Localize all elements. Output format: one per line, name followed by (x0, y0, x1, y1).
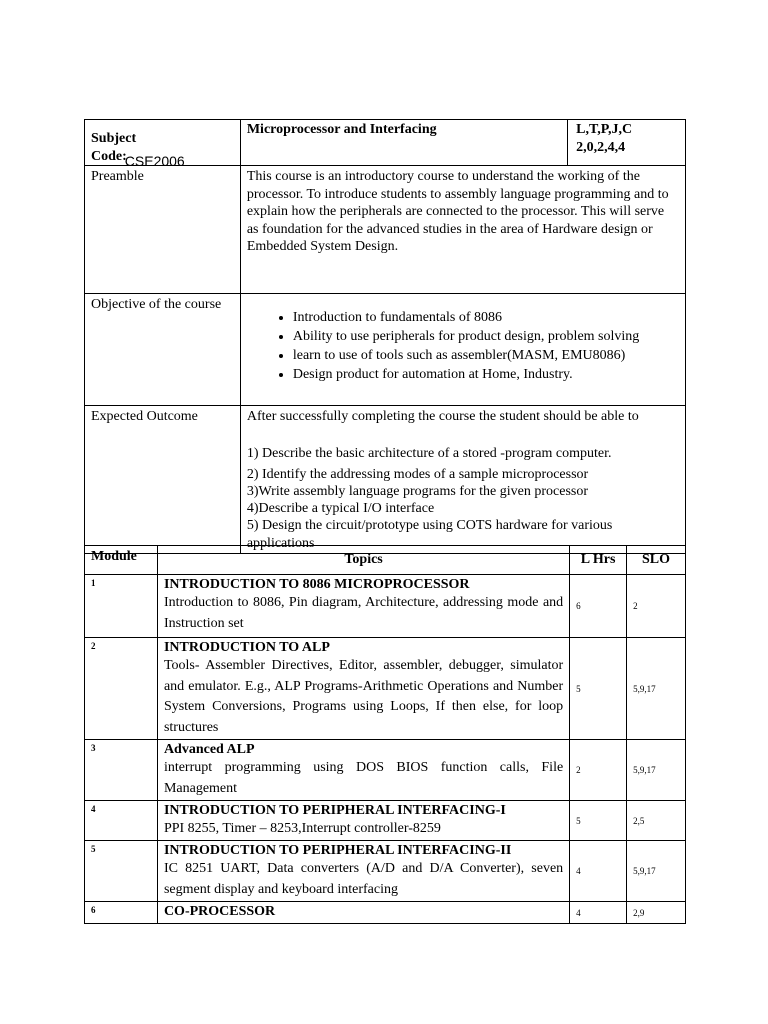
col-header-lhrs: L Hrs (570, 546, 627, 575)
outcome-item: 1) Describe the basic architecture of a stored -program computer. (246, 446, 612, 461)
subject-code-value: CSE2006 (124, 153, 185, 169)
objective-item: • Introduction to fundamentals of 8086 (293, 308, 680, 327)
module-number: 5 (85, 841, 158, 902)
preamble-row (85, 166, 686, 294)
module-row (85, 841, 686, 902)
objective-item: • Ability to use peripherals for product design, problem solving (293, 327, 680, 346)
module-topics-cell (157, 638, 569, 740)
module-row (85, 638, 686, 740)
objective-row (85, 294, 686, 406)
module-row (85, 902, 686, 924)
objective-label: Objective of the course (85, 294, 241, 406)
module-description: IC 8251 UART, Data converters (A/D and D/A Converter), seven segment display and keyboard interfacing (163, 861, 564, 897)
module-number: 6 (85, 902, 158, 924)
outcome-intro: After successfully completing the course the student should be able to (246, 409, 639, 424)
outcome-item: 5) Design the circuit/prototype using COTS hardware for various applications (246, 518, 613, 551)
module-description: interrupt programming using DOS BIOS function calls, File Management (163, 760, 564, 796)
module-slo: 5,9,17 (627, 638, 686, 740)
outcome-item: 2) Identify the addressing modes of a sample microprocessor (246, 467, 589, 482)
module-row (85, 575, 686, 638)
module-description: Tools- Assembler Directives, Editor, assembler, debugger, simulator and emulator. E.g., ALP Programs-Arithmetic Operations and Number System Conversions, Programs using Loops, If then else, for loop structures (163, 658, 564, 735)
outcome-label: Expected Outcome (85, 406, 241, 554)
outcome-item: 4)Describe a typical I/O interface (246, 501, 435, 516)
course-info-table (84, 119, 686, 554)
col-header-topics: Topics (157, 546, 569, 575)
preamble-label: Preamble (85, 166, 241, 294)
subject-code-cell (85, 120, 241, 169)
module-topics-cell (157, 902, 569, 924)
preamble-text: This course is an introductory course to understand the working of the processor. To introduce students to assembly language programming and to explain how the peripherals are connected to the processor. This will serve as foundation for the advanced studies in the area of Hardware design or Embedded System Design. (240, 166, 685, 294)
module-topics-cell (157, 841, 569, 902)
ltpjc-values: 2,0,2,4,4 (576, 139, 626, 155)
module-title: INTRODUCTION TO ALP (163, 640, 330, 655)
outcome-row (85, 406, 686, 554)
outcome-item: 3)Write assembly language programs for the given processor (246, 484, 589, 499)
objective-cell (240, 294, 685, 406)
module-number: 2 (85, 638, 158, 740)
module-title: Advanced ALP (163, 742, 255, 757)
module-number: 3 (85, 740, 158, 801)
module-lhrs: 5 (570, 801, 627, 841)
module-slo: 5,9,17 (627, 740, 686, 801)
module-number: 1 (85, 575, 158, 638)
objective-item: • learn to use of tools such as assembler(MASM, EMU8086) (293, 346, 680, 365)
module-description: Introduction to 8086, Pin diagram, Architecture, addressing mode and Instruction set (163, 595, 564, 631)
module-lhrs: 6 (570, 575, 627, 638)
course-title: Microprocessor and Interfacing (240, 120, 567, 166)
subject-code-label: Subject Code: (91, 131, 137, 164)
module-title: INTRODUCTION TO 8086 MICROPROCESSOR (163, 577, 470, 592)
module-slo: 2,5 (627, 801, 686, 841)
module-row (85, 740, 686, 801)
ltpjc-cell (568, 120, 686, 166)
modules-table (84, 545, 686, 924)
module-title: CO-PROCESSOR (163, 904, 276, 919)
modules-header-row (85, 546, 686, 575)
col-header-slo: SLO (627, 546, 686, 575)
module-description: PPI 8255, Timer – 8253,Interrupt controller-8259 (163, 821, 441, 836)
module-lhrs: 4 (570, 902, 627, 924)
module-title: INTRODUCTION TO PERIPHERAL INTERFACING-II (163, 843, 512, 858)
module-lhrs: 2 (570, 740, 627, 801)
module-lhrs: 4 (570, 841, 627, 902)
module-topics-cell (157, 740, 569, 801)
module-topics-cell (157, 575, 569, 638)
module-title: INTRODUCTION TO PERIPHERAL INTERFACING-I (163, 803, 506, 818)
objective-item: • Design product for automation at Home, Industry. (293, 365, 680, 384)
module-slo: 5,9,17 (627, 841, 686, 902)
header-row (85, 120, 686, 166)
objective-list (247, 308, 680, 384)
module-lhrs: 5 (570, 638, 627, 740)
ltpjc-label: L,T,P,J,C (576, 122, 633, 137)
module-slo: 2 (627, 575, 686, 638)
outcome-cell (240, 406, 685, 554)
module-row (85, 801, 686, 841)
module-slo: 2,9 (627, 902, 686, 924)
module-number: 4 (85, 801, 158, 841)
col-header-module: Module (85, 546, 158, 575)
module-topics-cell (157, 801, 569, 841)
